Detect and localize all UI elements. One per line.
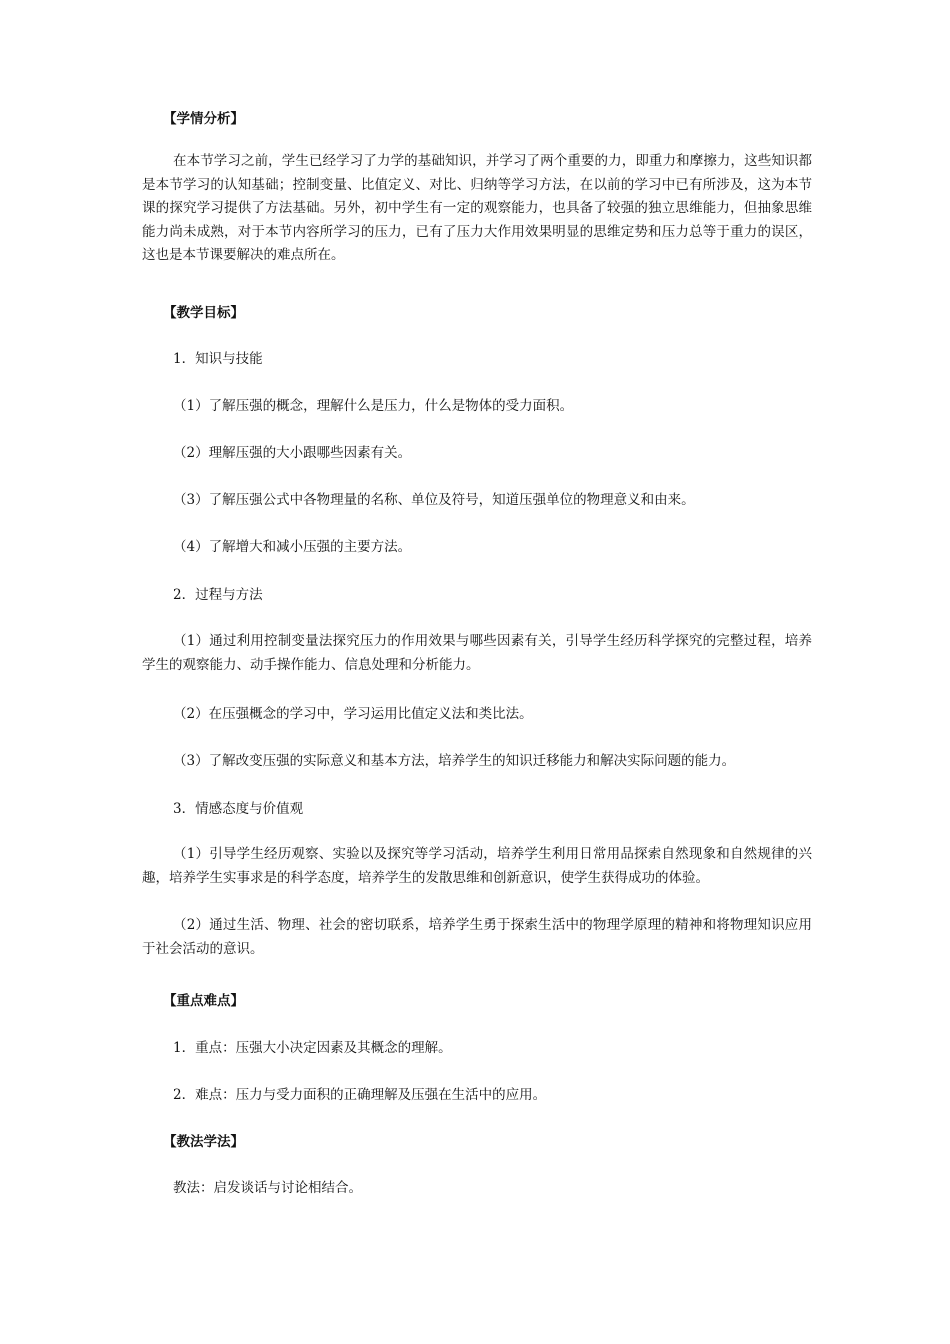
goal-knowledge-item: （1）了解压强的概念，理解什么是压力，什么是物体的受力面积。 (173, 398, 574, 414)
goal-process-item: （3）了解改变压强的实际意义和基本方法，培养学生的知识迁移能力和解决实际问题的能力。 (173, 753, 736, 769)
goal-attitude-title: 3．情感态度与价值观 (173, 801, 304, 817)
goal-knowledge-item: （3）了解压强公式中各物理量的名称、单位及符号，知道压强单位的物理意义和由来。 (173, 492, 695, 508)
goal-knowledge-item: （2）理解压强的大小跟哪些因素有关。 (173, 445, 412, 461)
goal-attitude-item: （1）引导学生经历观察、实验以及探究等学习活动，培养学生利用日常用品探索自然现象和自然规律的兴趣，培养学生实事求是的科学态度，培养学生的发散思维和创新意识，使学生获得成功的体验。 (142, 846, 812, 886)
heading-teaching-goals: 【教学目标】 (163, 305, 244, 321)
key-point-item: 1．重点：压强大小决定因素及其概念的理解。 (173, 1040, 452, 1056)
heading-key-points: 【重点难点】 (163, 993, 244, 1009)
teaching-method-item: 教法：启发谈话与讨论相结合。 (173, 1180, 362, 1196)
goal-knowledge-item: （4）了解增大和减小压强的主要方法。 (173, 539, 412, 555)
key-point-item: 2．难点：压力与受力面积的正确理解及压强在生活中的应用。 (173, 1087, 547, 1103)
goal-process-item: （2）在压强概念的学习中，学习运用比值定义法和类比法。 (173, 706, 533, 722)
paragraph-student-analysis: 在本节学习之前，学生已经学习了力学的基础知识，并学习了两个重要的力，即重力和摩擦力，这些知识都是本节学习的认知基础；控制变量、比值定义、对比、归纳等学习方法，在以前的学习中已有所涉及，这为本节课的探究学习提供了方法基础。另外，初中学生有一定的观察能力，也具备了较强的独立思维能力，但抽象思维能力尚未成熟，对于本节内容所学习的压力，已有了压力大作用效果明显的思维定势和压力总等于重力的误区，这也是本节课要解决的难点所在。 (142, 153, 812, 263)
goal-attitude-item: （2）通过生活、物理、社会的密切联系，培养学生勇于探索生活中的物理学原理的精神和将物理知识应用于社会活动的意识。 (142, 917, 812, 957)
goal-process-item: （1）通过利用控制变量法探究压力的作用效果与哪些因素有关，引导学生经历科学探究的完整过程，培养学生的观察能力、动手操作能力、信息处理和分析能力。 (142, 633, 812, 673)
heading-teaching-methods: 【教法学法】 (163, 1134, 244, 1150)
goal-process-title: 2．过程与方法 (173, 587, 263, 603)
heading-student-analysis: 【学情分析】 (163, 111, 244, 127)
goal-knowledge-title: 1．知识与技能 (173, 351, 263, 367)
